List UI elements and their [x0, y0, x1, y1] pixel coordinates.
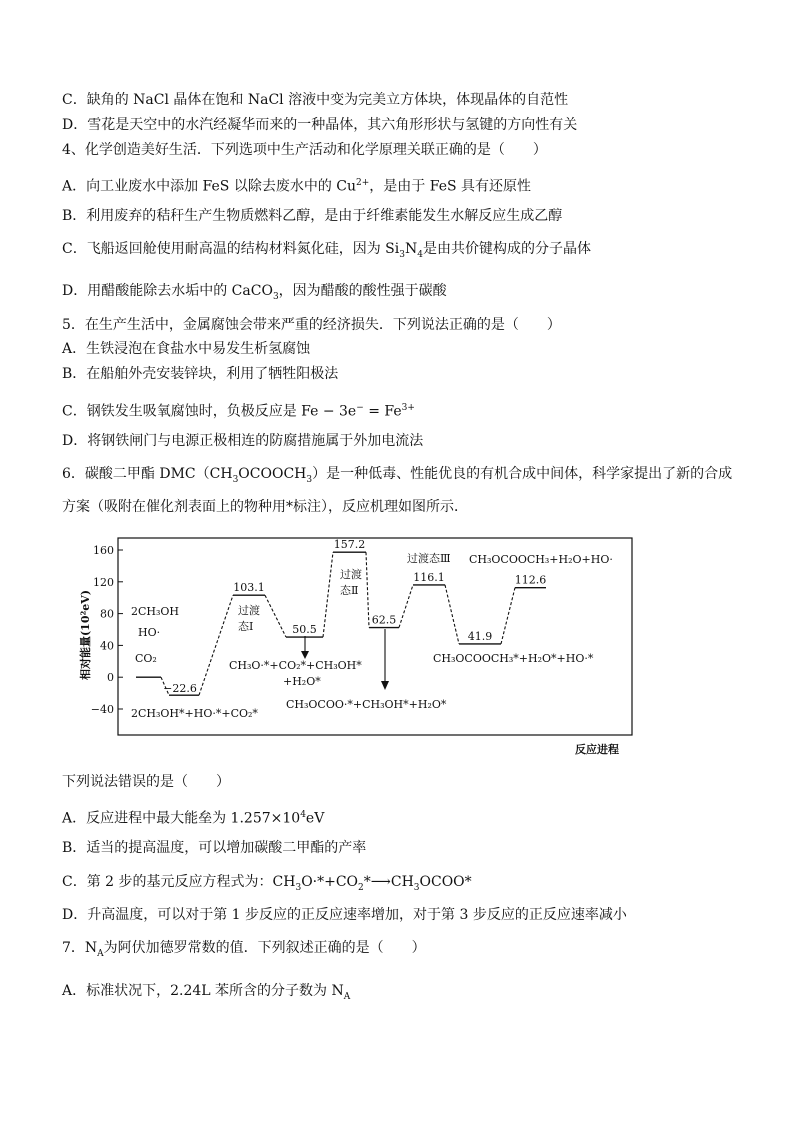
y-axis-label: 相对能量(10²eV): [79, 589, 92, 681]
question-4-stem: 4、化学创造美好生活．下列选项中生产活动和化学原理关联正确的是（ ）: [62, 142, 547, 158]
option-d-text: D．雪花是天空中的水汽经凝华而来的一种晶体，其六角形形状与氢键的方向性有关: [62, 117, 578, 133]
q4-option-a: A．向工业废水中添加 FeS 以除去废水中的 $Cu^{2+}$，是由于 FeS 具有还原性: [62, 178, 532, 195]
y-tick-label: −40: [90, 703, 114, 716]
species-ch3o-ads-cont: +H₂O*: [283, 675, 321, 688]
q6-option-a: A．反应进程中最大能垒为 $1.257\times 10^4eV$: [62, 810, 325, 827]
y-tick-label: 40: [100, 639, 114, 653]
level-connector: [323, 552, 333, 637]
species-ch3ocoo-ads: CH₃OCOO·*+CH₃OH*+H₂O*: [286, 698, 447, 711]
arrowhead-ch3ocoo: [381, 681, 389, 690]
q6-option-c: C．第 2 步的基元反应方程式为：$CH_3O\cdot*+CO_2*⟶CH_3OCOO*$: [62, 874, 472, 893]
ts1-label-b: 态Ⅰ: [238, 620, 254, 633]
level-connector: [199, 595, 233, 695]
level-connector: [265, 595, 286, 637]
y-tick-label: 80: [100, 607, 114, 621]
species-adsorbed-start: 2CH₃OH*+HO·*+CO₂*: [131, 707, 258, 720]
q7-option-a: A．标准状况下，2.24L 苯所含的分子数为 $N_A$: [62, 983, 351, 1002]
level-connector: [445, 585, 459, 644]
question-6-stem-cont: 方案（吸附在催化剂表面上的物种用*标注），反应机理如图所示．: [62, 499, 468, 515]
species-co2: CO₂: [135, 652, 157, 665]
q4-option-d: D．用醋酸能除去水垢中的 CaCO$_3$，因为醋酸的酸性强于碳酸: [62, 283, 447, 302]
level-value-label: 50.5: [292, 623, 317, 637]
q5-option-a: A．生铁浸泡在食盐水中易发生析氢腐蚀: [62, 341, 311, 357]
question-6-stem: 6．碳酸二甲酯 $DMC(CH_3OCOOCH_3)$是一种低毒、性能优良的有机合成中间体，科学家提出了新的合成: [62, 466, 733, 485]
y-tick-label: 0: [107, 671, 114, 685]
q5-option-d: D．将钢铁闸门与电源正极相连的防腐措施属于外加电流法: [62, 433, 424, 449]
q4-option-c: C．飞船返回舱使用耐高温的结构材料氮化硅，因为 $Si_3N_4$是由共价键构成的分子晶体: [62, 241, 591, 260]
ts3-label: 过渡态Ⅲ: [407, 552, 451, 565]
q4-option-b: B．利用废弃的秸秆生产生物质燃料乙醇，是由于纤维素能发生水解反应生成乙醇: [62, 208, 563, 224]
species-2ch3oh: 2CH₃OH: [131, 605, 180, 618]
level-value-label: −22.6: [163, 682, 197, 696]
ts2-label-a: 过渡: [340, 568, 362, 581]
q6-option-b: B．适当的提高温度，可以增加碳酸二甲酯的产率: [62, 840, 367, 856]
level-value-label: 112.6: [514, 573, 547, 587]
species-final: CH₃OCOOCH₃+H₂O+HO·: [469, 553, 613, 566]
species-dmc-ads: CH₃OCOOCH₃*+H₂O*+HO·*: [433, 652, 594, 665]
energy-profile-chart: [81, 535, 641, 760]
level-connector: [501, 588, 515, 644]
question-7-stem: 7．$N_A$为阿伏加德罗常数的值．下列叙述正确的是（ ）: [62, 940, 426, 959]
level-value-label: 41.9: [467, 629, 493, 643]
option-c-text: C．缺角的 NaCl 晶体在饱和 NaCl 溶液中变为完美立方体块，体现晶体的自范性: [62, 92, 569, 108]
x-axis-label: 反应进程: [575, 743, 619, 756]
ts1-label-a: 过渡: [238, 604, 260, 617]
species-ch3o-ads: CH₃O·*+CO₂*+CH₃OH*: [229, 659, 362, 672]
q6-option-d: D．升高温度，可以对于第 1 步反应的正反应速率增加，对于第 3 步反应的正反应速率减小: [62, 907, 627, 923]
y-tick-label: 160: [93, 544, 114, 557]
level-connector: [399, 585, 413, 628]
question-6-prompt: 下列说法错误的是（ ）: [62, 774, 230, 790]
species-ho: HO·: [138, 626, 161, 639]
y-tick-label: 120: [93, 575, 114, 589]
q5-option-b: B．在船舶外壳安装锌块，利用了牺牲阳极法: [62, 366, 339, 382]
level-value-label: 103.1: [233, 581, 265, 595]
arrowhead-ch3o: [301, 651, 309, 659]
level-value-label: 62.5: [371, 613, 397, 627]
level-value-label: 116.1: [413, 570, 445, 584]
ts2-label-b: 态Ⅱ: [340, 584, 359, 597]
level-connector: [366, 552, 369, 627]
question-5-stem: 5．在生产生活中，金属腐蚀会带来严重的经济损失．下列说法正确的是（ ）: [62, 317, 561, 333]
q5-option-c: C．钢铁发生吸氧腐蚀时，负极反应是 $Fe - 3e^- = Fe^{3+}$: [62, 403, 415, 420]
level-value-label: 157.2: [333, 538, 366, 552]
